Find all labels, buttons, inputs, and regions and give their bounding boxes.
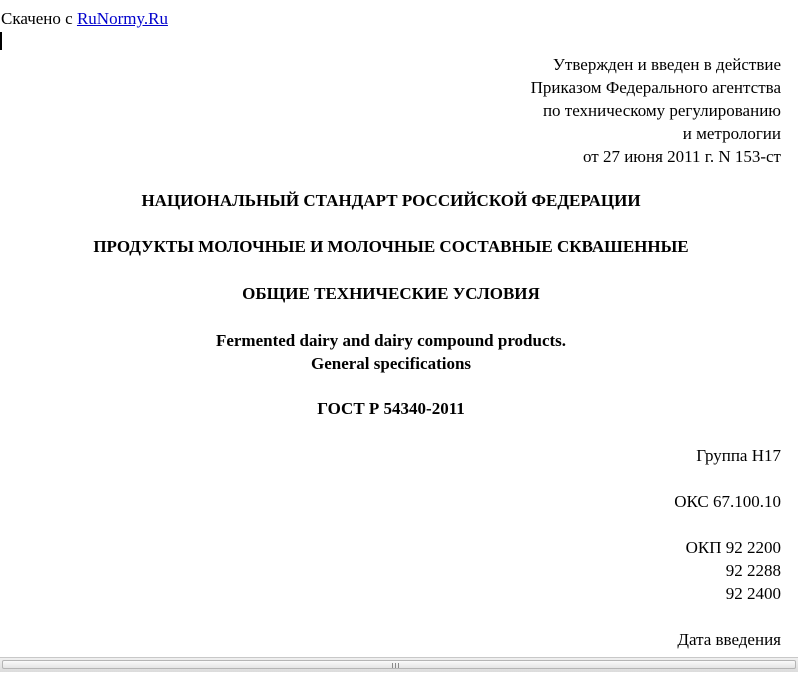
okp-code: ОКП 92 2200 <box>685 538 781 557</box>
gost-number: ГОСТ Р 54340-2011 <box>317 399 465 418</box>
download-source-line <box>1 9 168 29</box>
group-code: Группа Н17 <box>696 446 781 465</box>
scrollbar-thumb[interactable] <box>2 660 796 669</box>
scrollbar-grip-icon <box>392 663 400 668</box>
text-cursor <box>0 32 2 50</box>
okp-code: 92 2400 <box>725 584 781 603</box>
approval-line: Утвержден и введен в действие <box>552 55 781 74</box>
approval-line: от 27 июня 2011 г. N 153-ст <box>582 147 781 166</box>
runormy-link[interactable]: RuNormy.Ru <box>76 9 168 28</box>
approval-line: по техническому регулированию <box>542 101 781 120</box>
approval-line: и метрологии <box>682 124 781 143</box>
product-title-heading: ПРОДУКТЫ МОЛОЧНЫЕ И МОЛОЧНЫЕ СОСТАВНЫЕ СКВАШЕННЫЕ <box>93 237 689 256</box>
approval-line: Приказом Федерального агентства <box>530 78 781 97</box>
okp-codes <box>686 536 781 605</box>
standard-type-heading: НАЦИОНАЛЬНЫЙ СТАНДАРТ РОССИЙСКОЙ ФЕДЕРАЦИИ <box>141 191 641 210</box>
english-title <box>0 329 782 375</box>
english-title-line: General specifications <box>310 354 472 373</box>
subtitle-heading: ОБЩИЕ ТЕХНИЧЕСКИЕ УСЛОВИЯ <box>242 284 540 303</box>
english-title-line: Fermented dairy and dairy compound products. <box>215 331 567 350</box>
oks-code: ОКС 67.100.10 <box>674 492 781 511</box>
horizontal-scrollbar[interactable] <box>0 657 798 672</box>
intro-date-label: Дата введения <box>677 630 781 649</box>
source-prefix: Скачено с <box>1 9 77 28</box>
okp-code: 92 2288 <box>725 561 781 580</box>
approval-block <box>531 53 781 168</box>
